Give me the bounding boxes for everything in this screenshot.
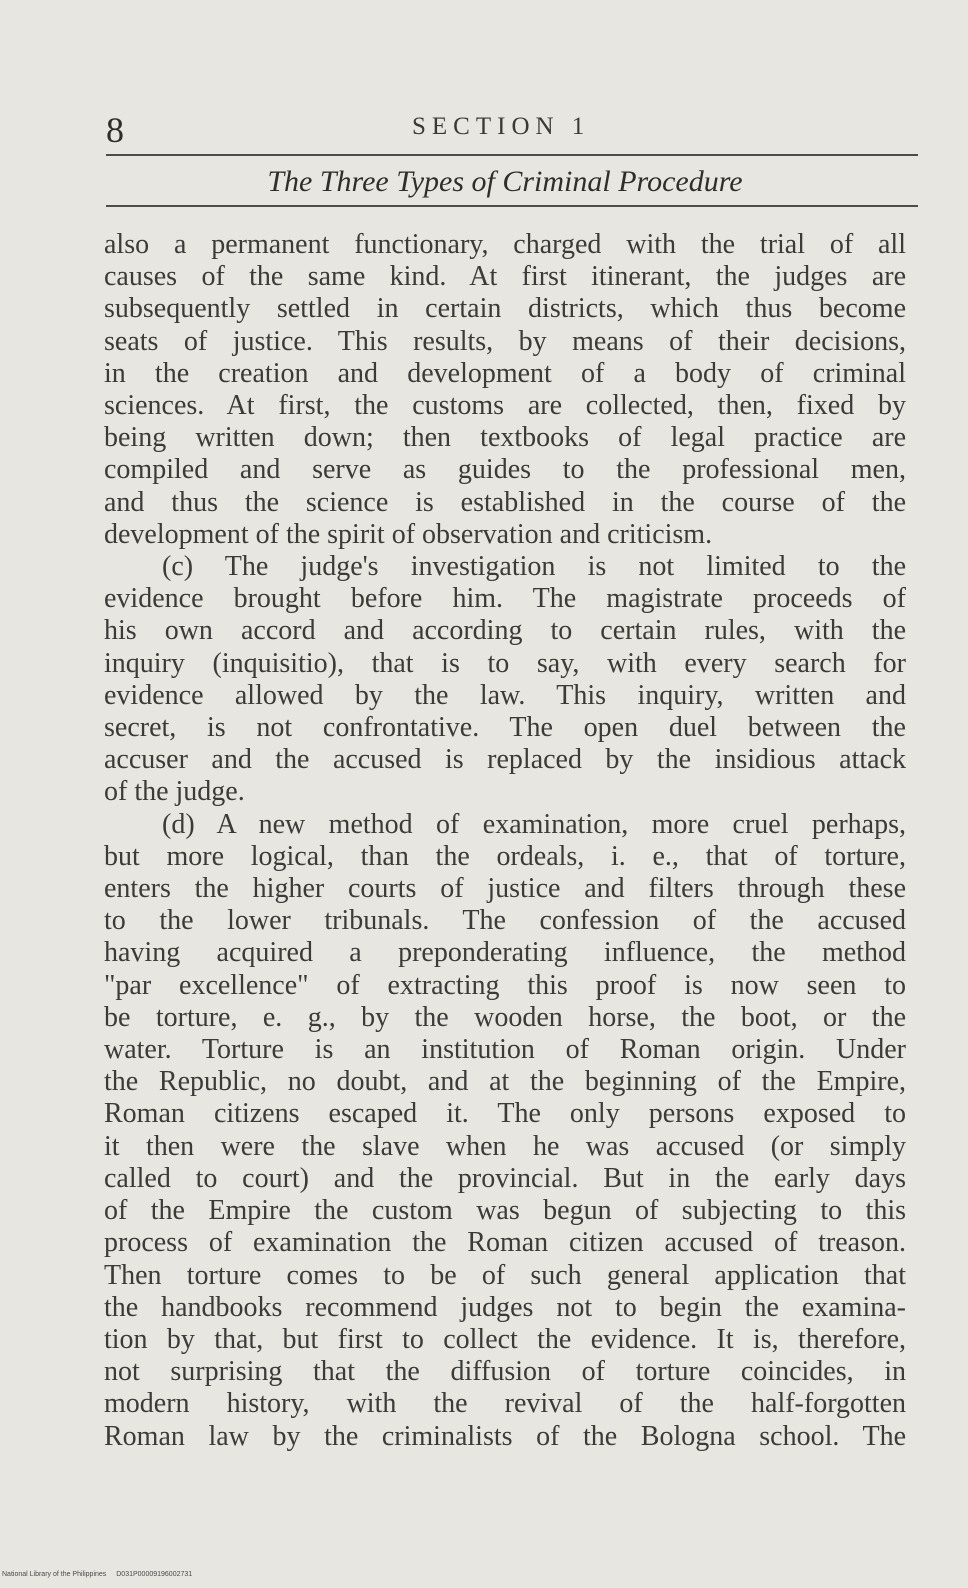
text-line: (d) A new method of examination, more cruel perhaps,	[162, 808, 906, 840]
text-line: to the lower tribunals. The confession of the accused	[104, 905, 906, 937]
text-line: inquiry (inquisitio), that is to say, with every search for	[104, 647, 906, 679]
text-line: development of the spirit of observation and criticism.	[104, 518, 713, 550]
text-line: in the creation and development of a body of criminal	[104, 357, 906, 389]
text-line: also a permanent functionary, charged with the trial of all	[104, 229, 906, 260]
text-line: be torture, e. g., by the wooden horse, the boot, or the	[104, 1001, 906, 1033]
text-line: his own accord and according to certain rules, with the	[104, 615, 906, 647]
text-line: accuser and the accused is replaced by the insidious attack	[104, 744, 906, 776]
scan-footer	[2, 1571, 192, 1578]
text-line: modern history, with the revival of the half-forgotten	[104, 1388, 906, 1420]
text-line: the Republic, no doubt, and at the beginning of the Empire,	[104, 1066, 906, 1098]
text-line: Then torture comes to be of such general application that	[104, 1259, 906, 1291]
text-line: called to court) and the provincial. But in the early days	[104, 1162, 906, 1194]
section-title: SECTION 1	[412, 113, 591, 140]
text-line: process of examination the Roman citizen accused of treason.	[104, 1227, 906, 1259]
text-line: water. Torture is an institution of Roman origin. Under	[104, 1034, 906, 1066]
text-line: Roman citizens escaped it. The only persons exposed to	[104, 1098, 906, 1130]
scan-code: D031P00009196002731	[116, 1571, 193, 1578]
text-line: sciences. At first, the customs are collected, then, fixed by	[104, 390, 906, 422]
text-line: subsequently settled in certain districts, which thus become	[104, 293, 906, 325]
text-line: being written down; then textbooks of legal practice are	[104, 422, 906, 454]
text-line: of the Empire the custom was begun of subjecting to this	[104, 1195, 906, 1227]
text-line: seats of justice. This results, by means of their decisions,	[104, 325, 906, 357]
text-line: tion by that, but first to collect the evidence. It is, therefore,	[104, 1323, 906, 1355]
running-head: The Three Types of Criminal Procedure	[267, 165, 743, 198]
text-line: having acquired a preponderating influence, the method	[104, 937, 906, 969]
header-rule-top	[106, 154, 918, 156]
text-line: (c) The judge's investigation is not limited to the	[162, 551, 906, 583]
text-line: compiled and serve as guides to the professional men,	[104, 454, 906, 486]
text-line: of the judge.	[104, 776, 245, 808]
text-line: it then were the slave when he was accused (or simply	[104, 1130, 906, 1162]
body-text	[104, 229, 906, 1453]
text-line: not surprising that the diffusion of torture coincides, in	[104, 1356, 906, 1388]
text-line: enters the higher courts of justice and filters through these	[104, 873, 906, 905]
text-line: causes of the same kind. At first itinerant, the judges are	[104, 261, 906, 293]
library-credit: National Library of the Philippines	[2, 1571, 107, 1578]
text-line: secret, is not confrontative. The open duel between the	[104, 712, 906, 744]
page-number: 8	[106, 110, 124, 150]
text-line: "par excellence" of extracting this proof is now seen to	[104, 969, 906, 1001]
text-line: but more logical, than the ordeals, i. e., that of torture,	[104, 840, 906, 872]
text-line: evidence allowed by the law. This inquiry, written and	[104, 679, 906, 711]
text-line: the handbooks recommend judges not to begin the examina-	[104, 1291, 906, 1323]
header-rule-bottom	[106, 205, 918, 207]
text-line: and thus the science is established in the course of the	[104, 486, 906, 518]
text-line: evidence brought before him. The magistrate proceeds of	[104, 583, 906, 615]
text-line: Roman law by the criminalists of the Bologna school. The	[104, 1420, 906, 1452]
